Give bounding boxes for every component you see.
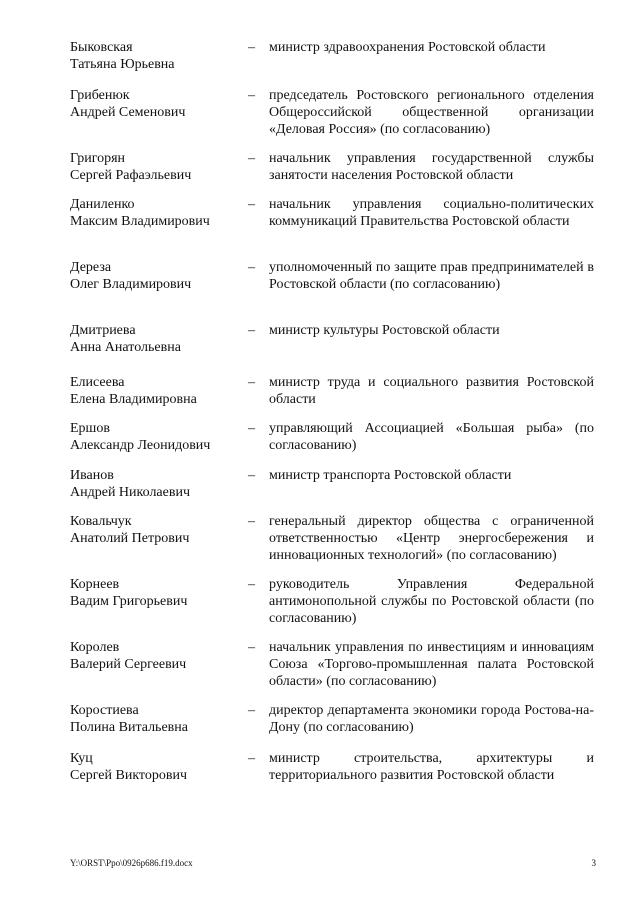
dash-separator: – [248,421,255,436]
surname: Дмитриева [70,323,136,338]
list-item [70,576,600,636]
dash-separator: – [248,375,255,390]
given-name: Александр Леонидович [70,438,211,453]
person-name [70,322,230,356]
person-name [70,576,230,610]
surname: Иванов [70,468,114,483]
person-name [70,420,230,454]
person-name [70,39,230,73]
role-description: уполномоченный по защите прав предпринимателей в Ростовской области (по согласованию) [269,260,594,292]
surname: Даниленко [70,197,135,212]
role-description: генеральный директор общества с ограниченной ответственностью «Центр энергосбережения и инновационных технологий» (по согласованию) [269,514,594,563]
given-name: Полина Витальевна [70,720,188,735]
dash-separator: – [248,151,255,166]
person-name [70,702,230,736]
person-name [70,750,230,784]
role-description: министр здравоохранения Ростовской области [269,40,546,55]
surname: Ковальчук [70,514,132,529]
dash-separator: – [248,260,255,275]
role-description: министр строительства, архитектуры и территориального развития Ростовской области [269,751,594,783]
surname: Быковская [70,40,133,55]
given-name: Андрей Семенович [70,105,186,120]
given-name: Елена Владимировна [70,392,197,407]
person-name [70,87,230,121]
dash-separator: – [248,577,255,592]
role-description: министр труда и социального развития Ростовской области [269,375,594,407]
given-name: Анна Анатольевна [70,340,181,355]
given-name: Сергей Викторович [70,768,188,783]
given-name: Сергей Рафаэльевич [70,168,192,183]
person-name [70,259,230,293]
role-description: руководитель Управления Федеральной антимонопольной службы по Ростовской области (по согласованию) [269,577,594,626]
given-name: Татьяна Юрьевна [70,57,175,72]
dash-separator: – [248,40,255,55]
list-item [70,750,600,810]
person-name [70,196,230,230]
role-description: управляющий Ассоциацией «Большая рыба» (по согласованию) [269,421,594,453]
given-name: Валерий Сергеевич [70,657,187,672]
dash-separator: – [248,703,255,718]
role-description: министр транспорта Ростовской области [269,468,512,483]
list-item [70,259,600,319]
dash-separator: – [248,640,255,655]
list-item [70,322,600,382]
surname: Елисеева [70,375,125,390]
role-description: начальник управления по инвестициям и инновациям Союза «Торгово-промышленная палата Ростовской области» (по согласованию) [269,640,594,689]
role-description: начальник управления государственной службы занятости населения Ростовской области [269,151,594,183]
given-name: Олег Владимирович [70,277,192,292]
surname: Григорян [70,151,126,166]
dash-separator: – [248,468,255,483]
list-item [70,513,600,573]
role-description: директор департамента экономики города Ростова-на-Дону (по согласованию) [269,703,594,735]
role-description: начальник управления социально-политических коммуникаций Правительства Ростовской области [269,197,594,229]
surname: Королев [70,640,120,655]
list-item [70,87,600,147]
footer-file-path: Y:\ORST\Ppo\0926p686.f19.docx [70,858,193,868]
list-item [70,639,600,699]
person-name [70,467,230,501]
surname: Куц [70,751,93,766]
surname: Ершов [70,421,110,436]
page-number: 3 [591,858,596,868]
dash-separator: – [248,751,255,766]
dash-separator: – [248,323,255,338]
person-name [70,150,230,184]
given-name: Анатолий Петрович [70,531,190,546]
role-description: председатель Ростовского регионального отделения Общероссийской общественной организации «Деловая Россия» (по согласованию) [269,88,594,137]
surname: Грибенюк [70,88,130,103]
surname: Дереза [70,260,112,275]
given-name: Андрей Николаевич [70,485,190,500]
given-name: Вадим Григорьевич [70,594,188,609]
person-name [70,639,230,673]
person-name [70,374,230,408]
surname: Коростиева [70,703,139,718]
person-name [70,513,230,547]
dash-separator: – [248,197,255,212]
list-item [70,196,600,256]
surname: Корнеев [70,577,120,592]
role-description: министр культуры Ростовской области [269,323,500,338]
dash-separator: – [248,514,255,529]
dash-separator: – [248,88,255,103]
given-name: Максим Владимирович [70,214,210,229]
